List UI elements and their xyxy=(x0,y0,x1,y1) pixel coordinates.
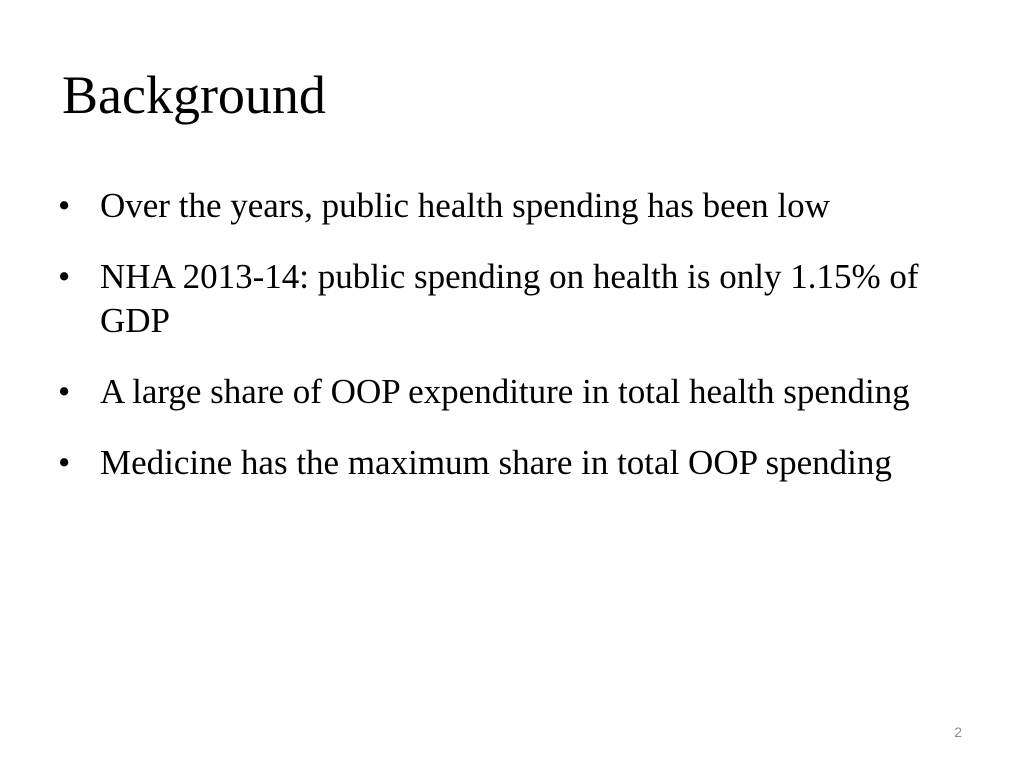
bullet-item xyxy=(58,441,958,485)
bullet-text: Over the years, public health spending has been low xyxy=(100,186,830,225)
bullet-text: NHA 2013-14: public spending on health is only 1.15% of GDP xyxy=(100,257,919,340)
bullet-icon: • xyxy=(58,257,71,296)
bullet-text: Medicine has the maximum share in total OOP spending xyxy=(100,443,892,482)
bullet-item xyxy=(58,255,958,343)
slide-title: Background xyxy=(62,65,326,125)
bullet-icon: • xyxy=(58,186,71,225)
bullet-item xyxy=(58,370,958,414)
bullet-icon: • xyxy=(58,372,71,411)
bullet-text: A large share of OOP expenditure in total health spending xyxy=(100,372,910,411)
bullet-item xyxy=(58,184,958,228)
page-number: 2 xyxy=(954,724,962,740)
bullet-icon: • xyxy=(58,443,71,482)
bullet-list xyxy=(58,184,958,512)
